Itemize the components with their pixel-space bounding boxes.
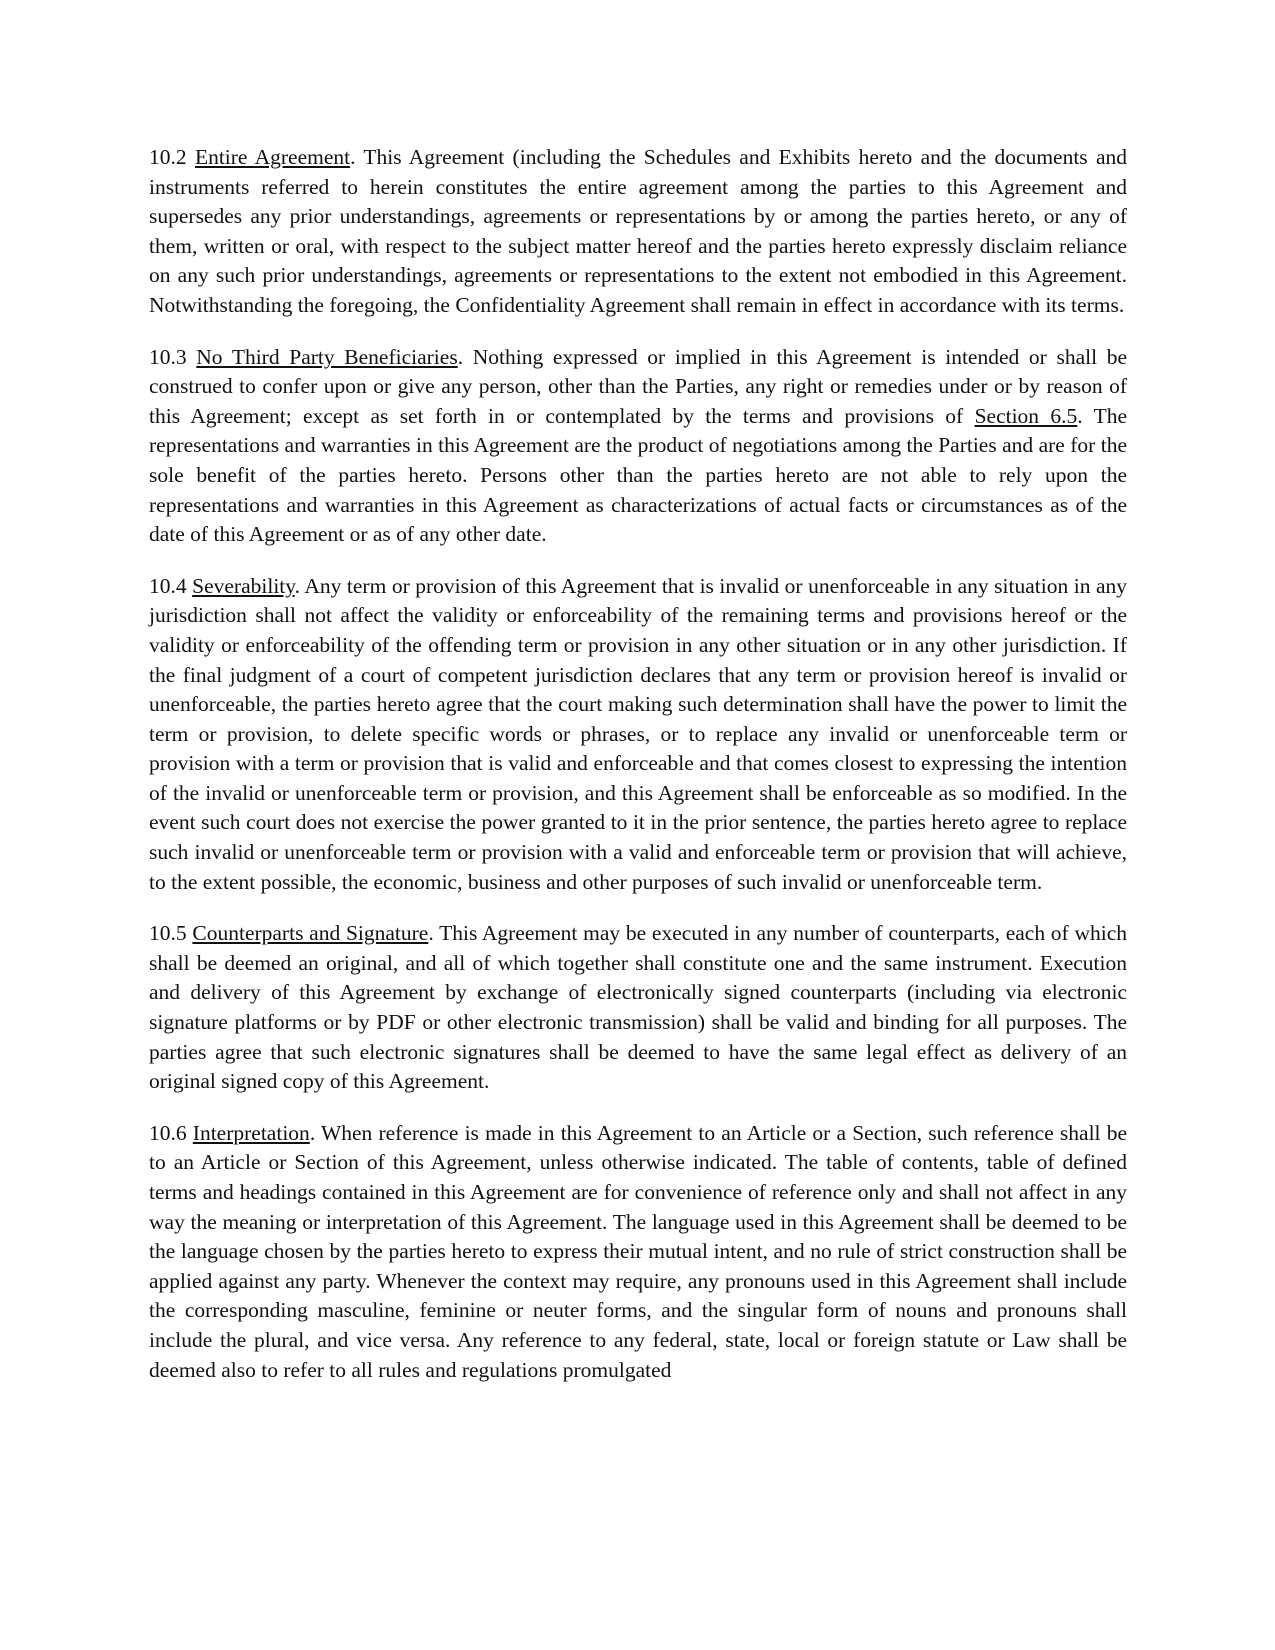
section-heading: No Third Party Beneficiaries	[196, 344, 458, 369]
section-body: When reference is made in this Agreement to an Article or a Section, such reference shall be to an Article or Section of this Agreement, unless otherwise indicated. The table of contents, table of defined terms and headings contained in this Agreement are for convenience of reference only and shall not affect in any way the meaning or interpretation of this Agreement. The language used in this Agreement shall be deemed to be the language chosen by the parties hereto to express their mutual intent, and no rule of strict construction shall be applied against any party. Whenever the context may require, any pronouns used in this Agreement shall include the corresponding masculine, feminine or neuter forms, and the singular form of nouns and pronouns shall include the plural, and vice versa. Any reference to any federal, state, local or foreign statute or Law shall be deemed also to refer to all rules and regulations promulgated	[149, 1120, 1127, 1382]
section-10-4: 10.4 Severability. Any term or provision of this Agreement that is invalid or unenforceable in any situation in any jurisdiction shall not affect the validity or enforceability of the remaining terms and provisions hereof or the validity or enforceability of the offending term or provision in any other situation or in any other jurisdiction. If the final judgment of a court of competent jurisdiction declares that any term or provision hereof is invalid or unenforceable, the parties hereto agree that the court making such determination shall have the power to limit the term or provision, to delete specific words or phrases, or to replace any invalid or unenforceable term or provision with a term or provision that is valid and enforceable and that comes closest to expressing the intention of the invalid or unenforceable term or provision, and this Agreement shall be enforceable as so modified. In the event such court does not exercise the power granted to it in the prior sentence, the parties hereto agree to replace such invalid or unenforceable term or provision with a valid and enforceable term or provision that will achieve, to the extent possible, the economic, business and other purposes of such invalid or unenforceable term.	[149, 573, 1127, 894]
section-number: 10.4	[149, 573, 187, 598]
section-cross-reference: Section 6.5	[974, 403, 1078, 428]
section-heading: Entire Agreement	[194, 145, 351, 169]
section-number: 10.6	[149, 1120, 187, 1145]
section-heading: Severability	[192, 573, 295, 598]
section-10-3: 10.3 No Third Party Beneficiaries. Nothing expressed or implied in this Agreement is intended or shall be construed to confer upon or give any person, other than the Parties, any right or remedies under or by reason of this Agreement; except as set forth in or contemplated by the terms and provisions of Section 6.5. The representations and warranties in this Agreement are the product of negotiations among the Parties and are for the sole benefit of the parties hereto. Persons other than the parties hereto are not able to rely upon the representations and warranties in this Agreement as characterizations of actual facts or circumstances as of the date of this Agreement or as of any other date.	[149, 344, 1128, 547]
section-body: Any term or provision of this Agreement that is invalid or unenforceable in any situation in any jurisdiction shall not affect the validity or enforceability of the remaining terms and provisions hereof or the validity or enforceability of the offending term or provision in any other situation or in any other jurisdiction. If the final judgment of a court of competent jurisdiction declares that any term or provision hereof is invalid or unenforceable, the parties hereto agree that the court making such determination shall have the power to limit the term or provision, to delete specific words or phrases, or to replace any invalid or unenforceable term or provision with a term or provision that is valid and enforceable and that comes closest to expressing the intention of the invalid or unenforceable term or provision, and this Agreement shall be enforceable as so modified. In the event such court does not exercise the power granted to it in the prior sentence, the parties hereto agree to replace such invalid or unenforceable term or provision with a valid and enforceable term or provision that will achieve, to the extent possible, the economic, business and other purposes of such invalid or unenforceable term.	[149, 573, 1127, 894]
section-body-continued: . The representations and warranties in this Agreement are the product of negotiations among the Parties and are for the sole benefit of the parties hereto. Persons other than the parties hereto are not able to rely upon the representations and warranties in this Agreement as characterizations of actual facts or circumstances as of the date of this Agreement or as of any other date.	[149, 403, 1128, 547]
section-body: This Agreement (including the Schedules and Exhibits hereto and the documents and instruments referred to herein constitutes the entire agreement among the parties to this Agreement and supersedes any prior understandings, agreements or representations by or among the parties hereto, or any of them, written or oral, with respect to the subject matter hereof and the parties hereto expressly disclaim reliance on any such prior understandings, agreements or representations to the extent not embodied in this Agreement. Notwithstanding the foregoing, the Confidentiality Agreement shall remain in effect in accordance with its terms.	[149, 145, 1128, 317]
section-10-5: 10.5 Counterparts and Signature. This Agreement may be executed in any number of counterparts, each of which shall be deemed an original, and all of which together shall constitute one and the same instrument. Execution and delivery of this Agreement by exchange of electronically signed counterparts (including via electronic signature platforms or by PDF or other electronic transmission) shall be valid and binding for all purposes. The parties agree that such electronic signatures shall be deemed to have the same legal effect as delivery of an original signed copy of this Agreement.	[149, 921, 1127, 1094]
section-heading: Interpretation	[192, 1120, 310, 1145]
document-page	[149, 143, 1127, 1407]
section-heading: Counterparts and Signature	[192, 921, 429, 946]
section-10-6: 10.6 Interpretation. When reference is made in this Agreement to an Article or a Section, such reference shall be to an Article or Section of this Agreement, unless otherwise indicated. The table of contents, table of defined terms and headings contained in this Agreement are for convenience of reference only and shall not affect in any way the meaning or interpretation of this Agreement. The language used in this Agreement shall be deemed to be the language chosen by the parties hereto to express their mutual intent, and no rule of strict construction shall be applied against any party. Whenever the context may require, any pronouns used in this Agreement shall include the corresponding masculine, feminine or neuter forms, and the singular form of nouns and pronouns shall include the plural, and vice versa. Any reference to any federal, state, local or foreign statute or Law shall be deemed also to refer to all rules and regulations promulgated	[149, 1120, 1127, 1382]
section-number: 10.3	[149, 344, 187, 369]
section-number: 10.2	[149, 145, 187, 169]
section-10-2: 10.2 Entire Agreement. This Agreement (including the Schedules and Exhibits hereto and the documents and instruments referred to herein constitutes the entire agreement among the parties to this Agreement and supersedes any prior understandings, agreements or representations by or among the parties hereto, or any of them, written or oral, with respect to the subject matter hereof and the parties hereto expressly disclaim reliance on any such prior understandings, agreements or representations to the extent not embodied in this Agreement. Notwithstanding the foregoing, the Confidentiality Agreement shall remain in effect in accordance with its terms.	[149, 145, 1128, 317]
section-body: Nothing expressed or implied in this Agreement is intended or shall be construed to confer upon or give any person, other than the Parties, any right or remedies under or by reason of this Agreement; except as set forth in or contemplated by the terms and provisions of	[149, 344, 1128, 428]
section-number: 10.5	[149, 921, 187, 946]
section-body: This Agreement may be executed in any number of counterparts, each of which shall be deemed an original, and all of which together shall constitute one and the same instrument. Execution and delivery of this Agreement by exchange of electronically signed counterparts (including via electronic signature platforms or by PDF or other electronic transmission) shall be valid and binding for all purposes. The parties agree that such electronic signatures shall be deemed to have the same legal effect as delivery of an original signed copy of this Agreement.	[149, 921, 1127, 1094]
